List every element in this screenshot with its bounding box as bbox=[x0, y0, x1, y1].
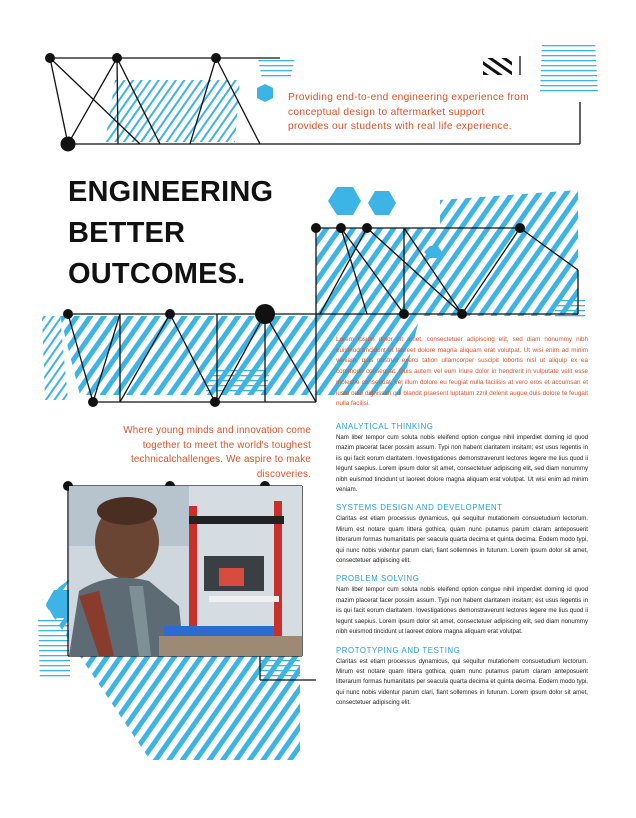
sections-column bbox=[336, 422, 588, 717]
intro-paragraph: Lorem ipsum dolor sit amet, consectetuer adipiscing elit, sed diam nonummy nibh euismod tincidunt ut laoreet dolore magna aliquam erat volutpat. Ut wisi enim ad minim veniam, quis nostrud exerci tation ullamcorper suscipit lobortis nisl ut aliquip ex ea commodo consequat. Duis autem vel eum iriure dolor in hendrerit in vulputate velit esse molestie consequat, vel illum dolore eu feugiat nulla facilisis at vero eros et accumsan et iusto odio dignissim qui blandit praesent luptatum zzril delenit augue duis dolore te feugait nulla facilisi. bbox=[336, 336, 588, 408]
headline-line-2: BETTER bbox=[68, 217, 186, 249]
tagline-line-2: conceptual design to aftermarket support bbox=[288, 106, 485, 118]
section-title: SYSTEMS DESIGN AND DEVELOPMENT bbox=[336, 503, 503, 513]
tagline-line-3: provides our students with real life experience. bbox=[288, 121, 512, 132]
section-title: ANALYTICAL THINKING bbox=[336, 422, 434, 431]
section-title: PROTOTYPING AND TESTING bbox=[336, 645, 461, 655]
side-quote: Where young minds and innovation come together to meet the world's toughest technicalchallenges. We aspire to make discoveries. bbox=[123, 425, 311, 480]
student-with-3d-printer-photo bbox=[69, 486, 302, 656]
section-body: Nam liber tempor cum soluta nobis eleifend option congue nihil imperdiet doming id quod mazim placerat facer possim assum. Typi non habent claritatem insitam; est usus legentis in iis qui facit eorum claritatem. Investigationes demonstraverunt lectores legere me lius quod ii legunt saepius. Lorem ipsum dolor sit amet, consectetuer adipiscing elit, sed diam nonummy nibh euismod tincidunt ut laoreet dolore magna aliquam erat volutpat. Ut wisi enim ad minim veniam. bbox=[336, 434, 588, 494]
section-prototyping-testing bbox=[336, 646, 588, 709]
headline-line-1: ENGINEERING bbox=[68, 176, 274, 208]
tagline-line-1: Providing end-to-end engineering experience from bbox=[288, 92, 529, 103]
section-body: Claritas est etiam processus dynamicus, qui sequitur mutationem consuetudium lectorum. Mirum est notare quam littera gothica, quam nunc putamus parum claram anteposuerit litterarum formas humanitatis per seacula quarta decima et quinta decima. Eodem modo typi, qui nunc nobis videntur parum clari, fiant sollemnes in futurum. Lorem ipsum dolor sit amet, consectetuer adipiscing elit. bbox=[336, 515, 588, 565]
section-analytical-thinking bbox=[336, 422, 588, 495]
page-title bbox=[68, 172, 273, 295]
tagline bbox=[288, 91, 588, 135]
section-problem-solving bbox=[336, 574, 588, 637]
headline-line-3: OUTCOMES. bbox=[68, 258, 246, 290]
section-title: PROBLEM SOLVING bbox=[336, 574, 420, 584]
section-systems-design bbox=[336, 503, 588, 566]
section-body: Claritas est etiam processus dynamicus, qui sequitur mutationem consuetudium lectorum. Mirum est notare quam littera gothica, quam nunc putamus parum claram anteposuerit litterarum formas humanitatis per seacula quarta decima et quinta decima. Eodem modo typi, qui nunc nobis videntur parum clari, fiant sollemnes in futurum. Lorem ipsum dolor sit amet, consectetuer adipiscing elit. bbox=[336, 657, 588, 707]
section-body: Nam liber tempor cum soluta nobis eleifend option congue nihil imperdiet doming id quod mazim placerat facer possim assum. Typi non habent claritatem insitam; est usus legentis in iis qui facit eorum claritatem. Investigationes demonstraverunt lectores legere me lius quod ii legunt saepius. Lorem ipsum dolor sit amet, consectetuer adipiscing elit, sed diam nonummy nibh euismod tincidunt ut laoreet dolore magna aliquam erat volutpat. bbox=[336, 586, 588, 636]
hexagon-shape bbox=[257, 84, 273, 102]
